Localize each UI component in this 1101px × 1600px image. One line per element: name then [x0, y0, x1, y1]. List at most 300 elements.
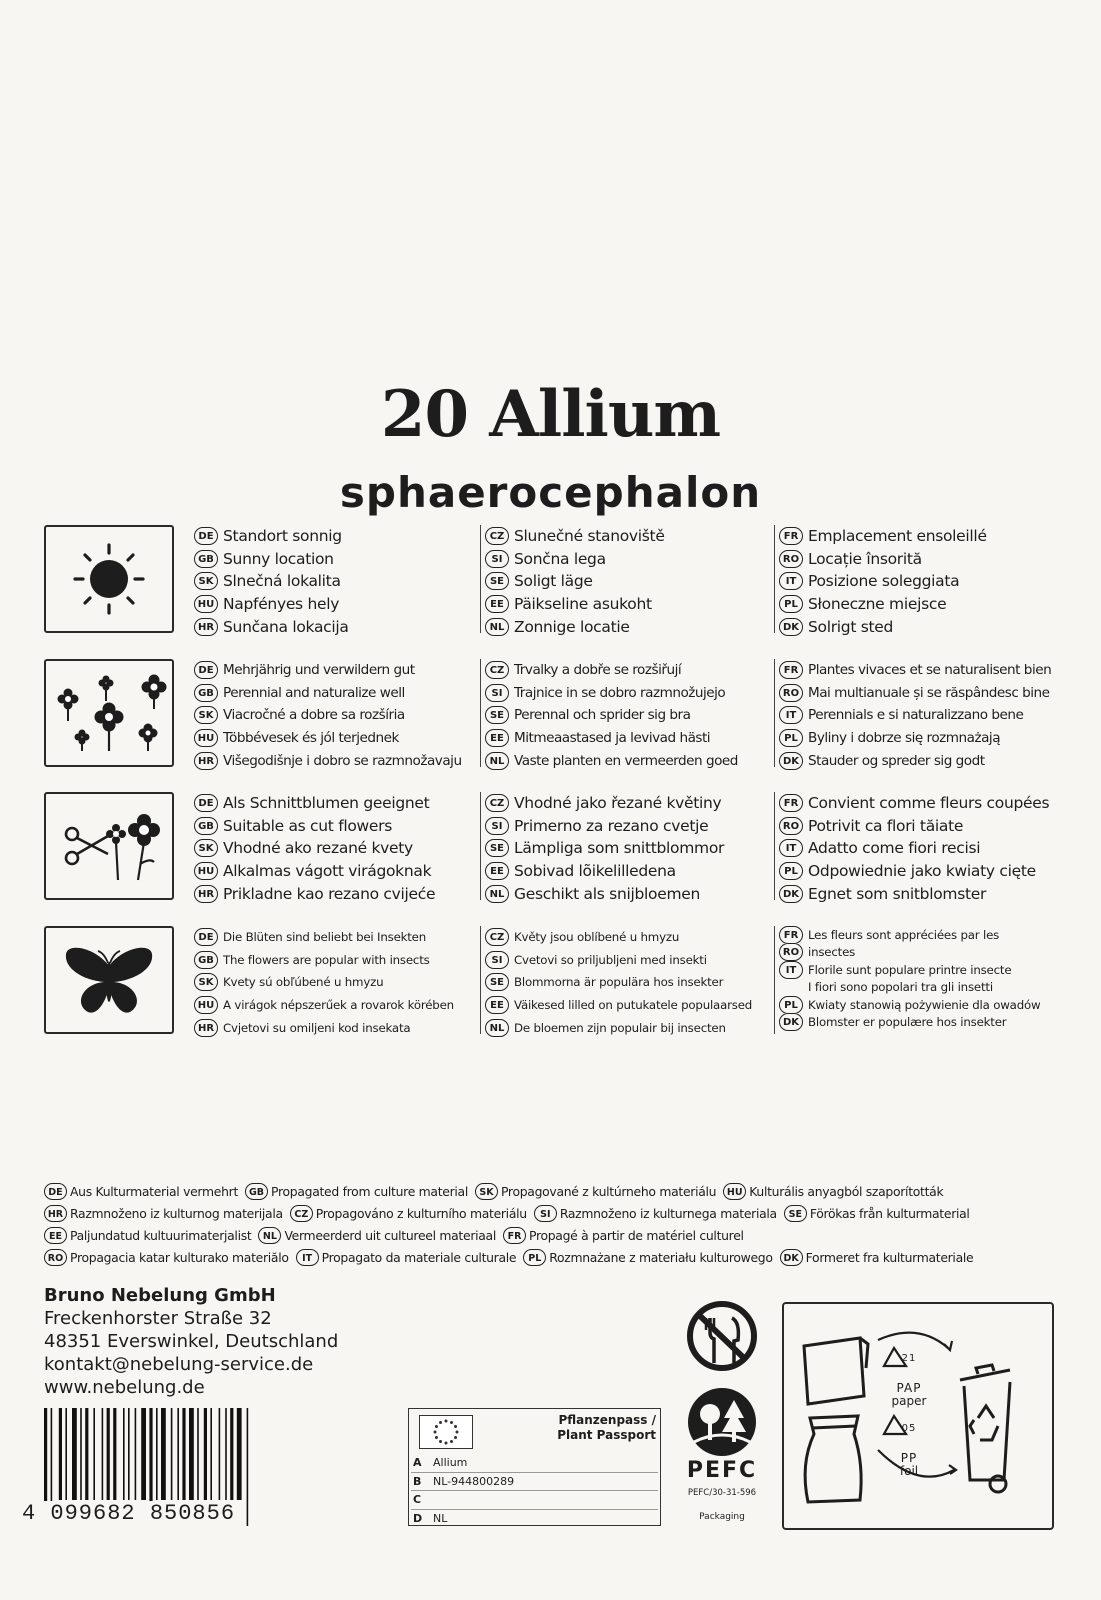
barcode-bar [85, 1408, 88, 1500]
info-text: Slunečné stanoviště [514, 527, 665, 546]
country-code-badge: HU [194, 595, 218, 613]
info-line [194, 727, 472, 750]
info-text: Mitmeaastased ja levivad hästi [514, 730, 711, 747]
barcode-bar [219, 1408, 221, 1500]
info-text: De bloemen zijn populair bij insecten [514, 1020, 726, 1035]
info-column [774, 659, 1079, 767]
info-text: Stauder og spreder sig godt [808, 752, 985, 769]
info-line [194, 749, 472, 772]
country-code-badge: HR [194, 1019, 218, 1037]
info-line [779, 882, 1079, 905]
country-code-badge: SI [485, 951, 509, 969]
info-text: insectes [808, 945, 856, 960]
info-text: Väikesed lilled on putukatele populaarsed [514, 998, 753, 1013]
country-code-badge: NL [485, 885, 509, 903]
barcode-bar [189, 1408, 194, 1500]
info-line [194, 525, 472, 548]
info-text: Alkalmas vágott virágoknak [223, 862, 432, 881]
info-row-cut-flowers [44, 792, 1074, 904]
info-line [194, 570, 472, 593]
info-text: Perennal och sprider sig bra [514, 707, 691, 724]
eu-star [434, 1431, 437, 1434]
propagation-text: Formeret fra kulturmateriale [805, 1249, 974, 1265]
pefc-logo-icon [688, 1388, 756, 1456]
country-code-badge: PL [523, 1249, 546, 1266]
info-line [485, 749, 769, 772]
info-text: Suitable as cut flowers [223, 816, 393, 835]
info-line [779, 926, 1079, 944]
info-text: Emplacement ensoleillé [808, 527, 987, 546]
propagation-text: Förökas från kulturmaterial [809, 1205, 970, 1221]
plant-passport-title: Pflanzenpass / Plant Passport [557, 1413, 656, 1442]
info-line [194, 792, 472, 815]
country-code-badge: NL [485, 1019, 509, 1037]
propagation-text: Razmnoženo iz kulturnega materiala [559, 1205, 777, 1221]
country-code-badge: IT [296, 1249, 319, 1266]
country-code-badge: DE [44, 1183, 67, 1200]
info-row-insects [44, 926, 1074, 1038]
info-text: Locație însorită [808, 549, 922, 568]
info-text: Soligt läge [514, 572, 593, 591]
info-line [194, 949, 472, 972]
info-line [194, 860, 472, 883]
country-code-badge: RO [779, 550, 803, 568]
country-code-badge: FR [779, 926, 803, 944]
country-code-badge: EE [44, 1227, 67, 1244]
country-code-badge: EE [485, 595, 509, 613]
barcode-bar [247, 1408, 249, 1526]
info-line [779, 961, 1079, 979]
info-line [194, 815, 472, 838]
info-text: Posizione soleggiata [808, 572, 960, 591]
info-line [485, 548, 769, 571]
eu-star [435, 1425, 438, 1428]
propagation-text: Aus Kulturmaterial vermehrt [70, 1183, 239, 1199]
country-code-badge: GB [245, 1183, 268, 1200]
info-line [485, 971, 769, 994]
plant-passport-key: C [413, 1493, 422, 1507]
eu-star [454, 1436, 457, 1439]
barcode-bar [210, 1408, 212, 1500]
info-column [774, 926, 1079, 1034]
barcode-bar [102, 1408, 104, 1500]
country-code-badge: EE [485, 729, 509, 747]
info-line [485, 837, 769, 860]
country-code-badge: DK [779, 1014, 803, 1032]
eu-star [450, 1421, 453, 1424]
info-text: Solrigt sted [808, 617, 894, 636]
paper-code: 21 [901, 1353, 917, 1364]
info-text: Mai multianuale și se răspândesc bine [808, 684, 1050, 701]
info-line [485, 949, 769, 972]
info-text: Sobivad lõikelilledena [514, 862, 676, 881]
country-code-badge: NL [485, 618, 509, 636]
eu-star [450, 1440, 453, 1443]
foil-code: 05 [901, 1423, 917, 1434]
plant-passport-key: A [413, 1456, 422, 1470]
info-line [485, 570, 769, 593]
info-line [779, 704, 1079, 727]
info-text: Florile sunt populare printre insecte [808, 962, 1012, 977]
country-code-badge: RO [779, 684, 803, 702]
eu-star [439, 1440, 442, 1443]
info-line [779, 570, 1079, 593]
info-line [194, 994, 472, 1017]
barcode-bar [107, 1408, 110, 1500]
plant-passport-key: D [413, 1511, 423, 1525]
info-line [194, 837, 472, 860]
info-line [194, 882, 472, 905]
country-code-badge: SE [485, 973, 509, 991]
info-line [485, 682, 769, 705]
propagation-text: Kulturális anyagból szaporították [749, 1183, 944, 1199]
plant-passport-row [411, 1454, 658, 1473]
info-text: Blommorna är populära hos insekter [514, 975, 724, 990]
country-code-badge: HR [194, 885, 218, 903]
country-code-badge: DK [779, 885, 803, 903]
not-edible-icon [690, 1304, 754, 1368]
eu-star [439, 1421, 442, 1424]
country-code-badge: CZ [485, 794, 509, 812]
recycle-symbol-icon [970, 1406, 998, 1440]
country-code-badge: HU [194, 996, 218, 1014]
plant-passport-key: B [413, 1474, 422, 1488]
barcode-bar [113, 1408, 116, 1500]
info-column [194, 525, 472, 638]
plant-passport-row [411, 1473, 658, 1492]
trash-bin-icon [960, 1365, 1010, 1492]
country-code-badge: SI [534, 1205, 557, 1222]
info-line [779, 860, 1079, 883]
info-text: Blomster er populære hos insekter [808, 1015, 1007, 1030]
info-text: Cvetovi so priljubljeni med insekti [514, 952, 707, 967]
country-code-badge: SK [194, 839, 218, 857]
info-column [194, 926, 472, 1039]
propagation-text: Vermeerderd uit cultureel materiaal [284, 1227, 496, 1243]
info-text: Convient comme fleurs coupées [808, 794, 1050, 813]
country-code-badge: HU [723, 1183, 746, 1200]
country-code-badge: PL [779, 862, 803, 880]
info-line [779, 525, 1079, 548]
barcode-bar [225, 1408, 227, 1500]
info-column [774, 525, 1079, 636]
info-line [779, 996, 1079, 1014]
info-text: I fiori sono popolari tra gli insetti [808, 980, 993, 995]
barcode-bar [156, 1408, 158, 1500]
company-website[interactable]: www.nebelung.de [44, 1377, 205, 1398]
paper-abbr: PAP [896, 1381, 922, 1395]
info-line [485, 882, 769, 905]
country-code-badge: SK [194, 572, 218, 590]
info-text: Viacročné a dobre sa rozšíria [223, 707, 405, 724]
info-text: Zonnige locatie [514, 617, 630, 636]
plant-passport-rows [411, 1454, 658, 1527]
info-text: Perennial and naturalize well [223, 684, 405, 701]
propagation-line [44, 1180, 1074, 1202]
info-text: Mehrjährig und verwildern gut [223, 662, 415, 679]
country-code-badge: FR [503, 1227, 526, 1244]
country-code-badge: SK [194, 706, 218, 724]
country-code-badge: SE [784, 1205, 807, 1222]
country-code-badge: NL [485, 752, 509, 770]
barcode-bar [230, 1408, 233, 1500]
info-text: Słoneczne miejsce [808, 595, 947, 614]
cut-flowers-icon [44, 792, 174, 900]
plant-passport-row [411, 1491, 658, 1510]
propagation-text: Propagováno z kulturního materiálu [315, 1205, 527, 1221]
country-code-badge: GB [194, 684, 218, 702]
info-text: Kvety sú obľúbené u hmyzu [223, 975, 384, 990]
barcode-number: 4 099682 850856 [22, 1501, 236, 1526]
barcode-bar [80, 1408, 82, 1500]
plant-passport-value: NL-944800289 [433, 1474, 515, 1488]
eu-flag-icon [419, 1415, 473, 1449]
country-code-badge: DK [779, 752, 803, 770]
propagation-text: Propagované z kultúrneho materiálu [500, 1183, 717, 1199]
info-column [480, 792, 769, 903]
info-row-sun [44, 525, 1074, 637]
info-text: Potrivit ca flori tăiate [808, 816, 964, 835]
pefc-code: PEFC/30-31-596 [687, 1488, 757, 1498]
eu-star [445, 1442, 448, 1445]
barcode-bar [177, 1408, 179, 1500]
info-text: Sunny location [223, 549, 334, 568]
info-line [194, 971, 472, 994]
propagation-line [44, 1246, 1074, 1268]
propagation-text: Propagé à partir de matériel culturel [528, 1227, 744, 1243]
plant-passport-value: Allium [433, 1456, 468, 1470]
info-text: Plantes vivaces et se naturalisent bien [808, 662, 1052, 679]
country-code-badge: CZ [485, 661, 509, 679]
info-text: Trvalky a dobře se rozšiřují [514, 662, 682, 679]
foil-pouch-icon [805, 1416, 861, 1502]
info-text: Odpowiednie jako kwiaty cięte [808, 862, 1036, 881]
propagation-text: Paljundatud kultuurimaterjalist [70, 1227, 252, 1243]
info-text: Slnečná lokalita [223, 572, 341, 591]
info-text: Als Schnittblumen geeignet [223, 794, 430, 813]
info-line [485, 926, 769, 949]
barcode-bar [65, 1408, 67, 1500]
info-line [194, 1016, 472, 1039]
barcode-bar [161, 1408, 166, 1500]
info-text: A virágok népszerűek a rovarok körében [223, 998, 454, 1013]
propagation-line [44, 1202, 1074, 1224]
info-column [480, 659, 769, 767]
info-line [485, 593, 769, 616]
info-line [194, 682, 472, 705]
country-code-badge: RO [44, 1249, 67, 1266]
company-email[interactable]: kontakt@nebelung-service.de [44, 1354, 314, 1375]
info-line [194, 548, 472, 571]
info-text: Päikseline asukoht [514, 595, 652, 614]
plant-passport [408, 1408, 661, 1526]
country-code-badge: GB [194, 951, 218, 969]
country-code-badge: FR [779, 661, 803, 679]
info-text: Lämpliga som snittblommor [514, 839, 725, 858]
info-text: Trajnice in se dobro razmnožujejo [514, 684, 726, 701]
info-column [194, 659, 472, 772]
info-line [779, 593, 1079, 616]
country-code-badge: CZ [485, 527, 509, 545]
paper-label: paper [891, 1394, 927, 1408]
info-text: Vhodné jako řezané květiny [514, 794, 722, 813]
company-street: Freckenhorster Straße 32 [44, 1308, 272, 1329]
info-line [485, 860, 769, 883]
info-line [194, 704, 472, 727]
country-code-badge: IT [779, 961, 803, 979]
barcode-bar [197, 1408, 199, 1500]
info-text: Les fleurs sont appréciées par les [808, 927, 1000, 942]
country-code-badge: HR [194, 752, 218, 770]
country-code-badge: NL [258, 1227, 281, 1244]
country-code-badge: PL [779, 729, 803, 747]
country-code-badge: DK [780, 1249, 803, 1266]
propagation-text: Propagacia katar kulturako materiălo [70, 1249, 289, 1265]
info-line [485, 659, 769, 682]
info-text: Egnet som snitblomster [808, 884, 987, 903]
product-subtitle: sphaerocephalon [339, 468, 762, 517]
company-name: Bruno Nebelung GmbH [44, 1285, 276, 1306]
info-line [779, 727, 1079, 750]
info-text: Vaste planten en vermeerden goed [514, 752, 738, 769]
propagation-line [44, 1224, 1074, 1246]
barcode-bar [204, 1408, 207, 1500]
country-code-badge: GB [194, 817, 218, 835]
eu-star [454, 1425, 457, 1428]
info-text: Napfényes hely [223, 595, 340, 614]
info-line [779, 749, 1079, 772]
info-line [194, 615, 472, 638]
country-code-badge: PL [779, 595, 803, 613]
info-column [774, 792, 1079, 903]
barcode-bar [72, 1408, 77, 1500]
info-row-perennial [44, 659, 1074, 771]
barcode-bar [141, 1408, 146, 1500]
info-text: Adatto come fiori recisi [808, 839, 981, 858]
sun-icon [44, 525, 174, 633]
country-code-badge: HU [194, 729, 218, 747]
country-code-badge: EE [485, 862, 509, 880]
country-code-badge: EE [485, 996, 509, 1014]
country-code-badge: GB [194, 550, 218, 568]
info-line [194, 926, 472, 949]
info-line [779, 792, 1079, 815]
country-code-badge: FR [779, 527, 803, 545]
info-text: Květy jsou oblíbené u hmyzu [514, 930, 680, 945]
country-code-badge: HU [194, 862, 218, 880]
company-address [44, 1284, 338, 1399]
info-line [194, 659, 472, 682]
propagation-text: Razmnoženo iz kulturnog materijala [70, 1205, 283, 1221]
info-text: Primerno za rezano cvetje [514, 816, 709, 835]
country-code-badge: SE [485, 839, 509, 857]
info-column [480, 525, 769, 636]
barcode-bar [93, 1408, 95, 1500]
country-code-badge: DE [194, 527, 218, 545]
info-line [779, 659, 1079, 682]
eu-star [445, 1420, 448, 1423]
plant-passport-value: NL [433, 1511, 448, 1525]
paper-bag-icon [804, 1338, 868, 1404]
country-code-badge: PL [779, 996, 803, 1014]
recycling-info [782, 1302, 1054, 1530]
eu-star [456, 1431, 459, 1434]
barcode-bar [123, 1408, 125, 1500]
barcode-bar [135, 1408, 137, 1500]
barcode-bar [182, 1408, 185, 1500]
country-code-badge: DK [779, 618, 803, 636]
info-text: Perennials e si naturalizzano bene [808, 707, 1024, 724]
country-code-badge: IT [779, 572, 803, 590]
country-code-badge: RO [779, 944, 803, 962]
propagation-text: Propagated from culture material [271, 1183, 468, 1199]
info-line [779, 615, 1079, 638]
info-line [485, 815, 769, 838]
butterfly-icon [44, 926, 174, 1034]
country-code-badge: IT [779, 706, 803, 724]
country-code-badge: RO [779, 817, 803, 835]
eu-star [435, 1436, 438, 1439]
barcode-bar [171, 1408, 173, 1500]
propagation-text: Propagato da materiale culturale [321, 1249, 517, 1265]
country-code-badge: SI [485, 817, 509, 835]
country-code-badge: SI [485, 550, 509, 568]
country-code-badge: SK [475, 1183, 498, 1200]
pefc-label: PEFC [686, 1458, 758, 1483]
info-line [779, 1014, 1079, 1032]
info-line [194, 593, 472, 616]
info-text: Standort sonnig [223, 527, 342, 546]
flowers-icon [44, 659, 174, 767]
info-text: Többévesek és jól terjednek [223, 730, 399, 747]
info-column [194, 792, 472, 905]
plant-passport-row [411, 1510, 658, 1528]
foil-abbr: PP [900, 1451, 918, 1465]
info-line [779, 815, 1079, 838]
info-line [779, 837, 1079, 860]
foil-label: foil [899, 1464, 919, 1478]
country-code-badge: CZ [290, 1205, 313, 1222]
country-code-badge: SK [194, 973, 218, 991]
country-code-badge: CZ [485, 928, 509, 946]
info-line [779, 944, 1079, 962]
recycling-graphic [784, 1304, 1052, 1528]
info-line [485, 727, 769, 750]
country-code-badge: SE [485, 572, 509, 590]
info-text: Die Blüten sind beliebt bei Insekten [223, 930, 427, 945]
info-column [480, 926, 769, 1034]
info-text: Byliny i dobrze się rozmnażają [808, 730, 1001, 747]
country-code-badge: SI [485, 684, 509, 702]
info-text: Vhodné ako rezané kvety [223, 839, 413, 858]
info-line [779, 548, 1079, 571]
packaging-label: Packaging [699, 1512, 745, 1522]
country-code-badge: IT [779, 839, 803, 857]
info-text: Geschikt als snijbloemen [514, 884, 700, 903]
country-code-badge: SE [485, 706, 509, 724]
info-text: Kwiaty stanowią pożywienie dla owadów [808, 997, 1041, 1012]
info-text: The flowers are popular with insects [223, 952, 430, 967]
country-code-badge: DE [194, 794, 218, 812]
info-text: Prikladne kao rezano cvijeće [223, 884, 436, 903]
country-code-badge: HR [194, 618, 218, 636]
info-text: Sončna lega [514, 549, 606, 568]
info-line [485, 1016, 769, 1039]
info-line [485, 704, 769, 727]
propagation-text: Rozmnażane z materiału kulturowego [549, 1249, 773, 1265]
product-title: 20 Allium [380, 377, 721, 452]
info-line [779, 979, 1079, 997]
